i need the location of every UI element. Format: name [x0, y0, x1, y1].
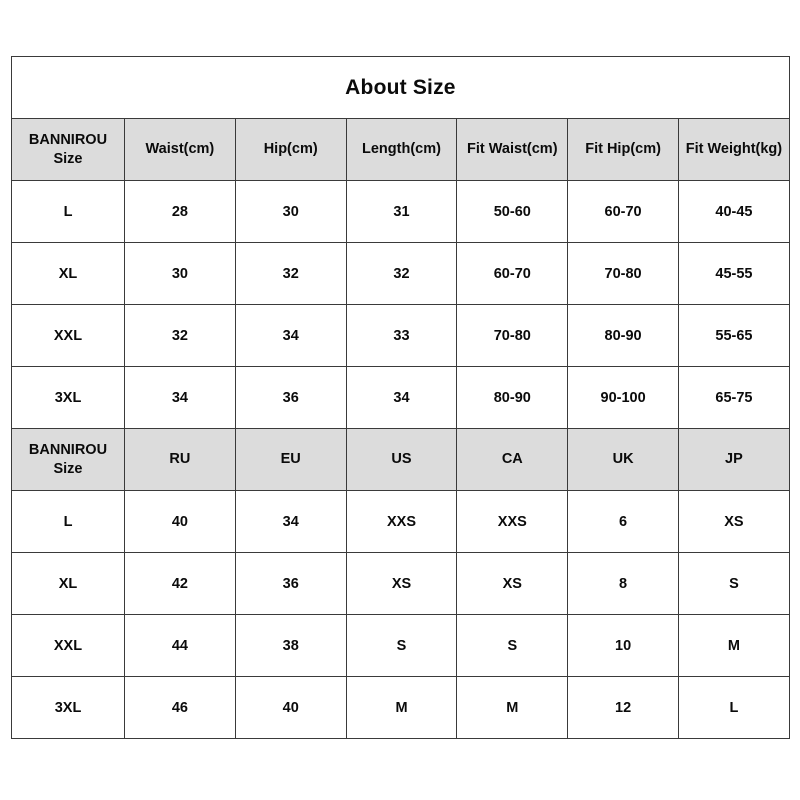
table-cell: 34 — [235, 305, 346, 367]
size-label-cell: XXL — [12, 305, 125, 367]
table-cell: 60-70 — [568, 181, 679, 243]
table-cell: L — [678, 677, 789, 739]
table-cell: 70-80 — [457, 305, 568, 367]
table-cell: 36 — [235, 367, 346, 429]
table-cell: 8 — [568, 553, 679, 615]
table-header-row — [12, 429, 790, 491]
table-cell: 80-90 — [457, 367, 568, 429]
table-cell: XS — [678, 491, 789, 553]
size-label-cell: L — [12, 491, 125, 553]
table-cell: S — [346, 615, 457, 677]
table-cell: 12 — [568, 677, 679, 739]
table-cell: 40-45 — [678, 181, 789, 243]
table-cell: 28 — [125, 181, 236, 243]
size-label-cell: XL — [12, 553, 125, 615]
column-header: UK — [568, 429, 679, 491]
column-header: CA — [457, 429, 568, 491]
table-cell: M — [678, 615, 789, 677]
brand-name-label: BANNIROU — [28, 441, 108, 458]
table-cell: 30 — [125, 243, 236, 305]
table-row — [12, 367, 790, 429]
size-label-cell: L — [12, 181, 125, 243]
column-header: US — [346, 429, 457, 491]
table-cell: 40 — [235, 677, 346, 739]
size-chart-table — [11, 56, 790, 739]
table-cell: 65-75 — [678, 367, 789, 429]
table-cell: 90-100 — [568, 367, 679, 429]
table-cell: 80-90 — [568, 305, 679, 367]
size-label-cell: 3XL — [12, 367, 125, 429]
brand-size-header — [12, 119, 125, 181]
column-header: EU — [235, 429, 346, 491]
table-cell: 42 — [125, 553, 236, 615]
column-header: JP — [678, 429, 789, 491]
table-cell: 31 — [346, 181, 457, 243]
table-cell: XS — [457, 553, 568, 615]
size-chart-body — [12, 57, 790, 739]
table-cell: 34 — [346, 367, 457, 429]
table-cell: 44 — [125, 615, 236, 677]
table-cell: 10 — [568, 615, 679, 677]
table-cell: 34 — [125, 367, 236, 429]
size-label-cell: XL — [12, 243, 125, 305]
table-cell: 55-65 — [678, 305, 789, 367]
brand-size-header — [12, 429, 125, 491]
table-cell: M — [346, 677, 457, 739]
table-cell: 6 — [568, 491, 679, 553]
size-chart — [11, 56, 789, 739]
table-cell: XXS — [457, 491, 568, 553]
table-cell: 33 — [346, 305, 457, 367]
table-cell: 36 — [235, 553, 346, 615]
column-header: Fit Hip(cm) — [568, 119, 679, 181]
table-cell: 70-80 — [568, 243, 679, 305]
size-word-label: Size — [53, 150, 83, 167]
column-header: Waist(cm) — [125, 119, 236, 181]
table-row — [12, 181, 790, 243]
column-header: Fit Waist(cm) — [457, 119, 568, 181]
column-header: Fit Weight(kg) — [678, 119, 789, 181]
table-row — [12, 491, 790, 553]
table-cell: S — [457, 615, 568, 677]
table-cell: 30 — [235, 181, 346, 243]
table-cell: XXS — [346, 491, 457, 553]
title-row — [12, 57, 790, 119]
table-cell: 46 — [125, 677, 236, 739]
table-row — [12, 553, 790, 615]
table-cell: 60-70 — [457, 243, 568, 305]
table-cell: 50-60 — [457, 181, 568, 243]
page-title: About Size — [12, 57, 790, 119]
brand-name-label: BANNIROU — [28, 131, 108, 148]
table-cell: 32 — [235, 243, 346, 305]
size-label-cell: 3XL — [12, 677, 125, 739]
table-cell: 34 — [235, 491, 346, 553]
table-header-row — [12, 119, 790, 181]
column-header: Hip(cm) — [235, 119, 346, 181]
table-cell: XS — [346, 553, 457, 615]
table-row — [12, 305, 790, 367]
table-cell: M — [457, 677, 568, 739]
table-row — [12, 615, 790, 677]
table-row — [12, 243, 790, 305]
column-header: RU — [125, 429, 236, 491]
size-label-cell: XXL — [12, 615, 125, 677]
table-cell: 32 — [346, 243, 457, 305]
table-cell: S — [678, 553, 789, 615]
column-header: Length(cm) — [346, 119, 457, 181]
table-cell: 45-55 — [678, 243, 789, 305]
table-cell: 40 — [125, 491, 236, 553]
table-row — [12, 677, 790, 739]
size-word-label: Size — [53, 460, 83, 477]
table-cell: 38 — [235, 615, 346, 677]
table-cell: 32 — [125, 305, 236, 367]
